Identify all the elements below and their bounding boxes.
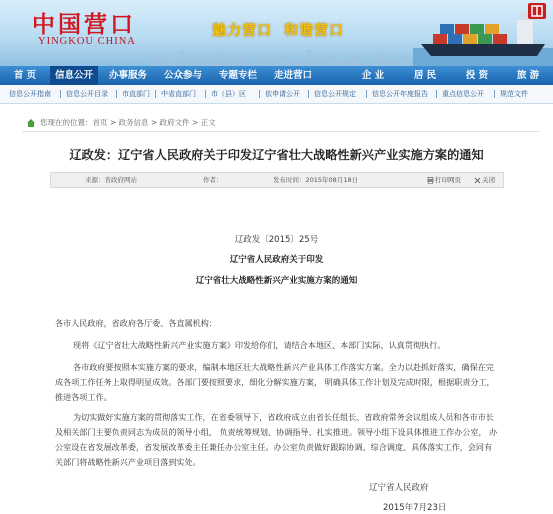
- site-header: [0, 0, 553, 66]
- print-page-label: 打印网页: [435, 176, 461, 184]
- article-title: 辽政发：辽宁省人民政府关于印发辽宁省壮大战略性新兴产业实施方案的通知: [69, 148, 484, 162]
- city-skyline-graphic: [150, 46, 410, 66]
- breadcrumb: [22, 115, 540, 132]
- breadcrumb-prefix: 您现在的位置：: [40, 118, 93, 127]
- printer-icon: [427, 177, 434, 184]
- breadcrumb-news[interactable]: 政务信息: [118, 118, 149, 127]
- article-meta-bar: [50, 172, 504, 188]
- subnav-city-departments[interactable]: 市直部门: [122, 90, 150, 98]
- subnav-counties[interactable]: 市（县）区: [211, 90, 246, 98]
- subnav-divider: [205, 90, 206, 98]
- site-logo-english: YINGKOU CHINA: [38, 36, 136, 47]
- document-heading: 辽宁省人民政府关于印发: [229, 255, 324, 265]
- nav-enterprise[interactable]: 企 业: [361, 70, 385, 81]
- breadcrumb-gov-documents[interactable]: 政府文件: [159, 118, 190, 127]
- subnav-divider: [494, 90, 495, 98]
- portal-emblem-icon[interactable]: [527, 2, 547, 20]
- subnav-divider: [436, 90, 437, 98]
- slogan-text: 魅力营口: [212, 23, 272, 39]
- document-signature: 辽宁省人民政府: [369, 483, 429, 493]
- header-slogan: [212, 20, 344, 40]
- subnav-provincial-departments[interactable]: 中省直部门: [161, 90, 196, 98]
- paragraph: 为切实做好实施方案的贯彻落实工作，在省委领导下，省政府成立由省长任组长、省政府常务会议组成人员和各市市长及相关部门主要负责同志为成员的领导小组， 负责统筹规划、协调指导、扎实推进。领导小组下设具体推进工作办公室， 办公室设在省发展改革委，省发展改革委主任兼任办公室主任。办公室负责做好跟踪协调、综合调度、具体落实工作，会同有关部门将战略性新兴产业项目落到实处。: [55, 412, 498, 467]
- nav-home[interactable]: 首 页: [13, 70, 37, 81]
- breadcrumb-home[interactable]: 首页: [92, 118, 108, 127]
- sub-nav: [0, 85, 553, 104]
- slogan-text: 和谐营口: [284, 23, 344, 39]
- nav-about-yingkou[interactable]: 走进营口: [273, 70, 312, 81]
- nav-residents[interactable]: 居 民: [413, 70, 437, 81]
- subnav-key-info[interactable]: 重点信息公开: [442, 90, 484, 98]
- paragraph: 各市人民政府，省政府各厅委、各直属机构：: [55, 318, 217, 328]
- subnav-divider: [116, 90, 117, 98]
- breadcrumb-separator: >: [148, 118, 160, 127]
- subnav-guide[interactable]: 信息公开指南: [9, 90, 51, 98]
- paragraph: 现将《辽宁省壮大战略性新兴产业实施方案》印发给你们，请结合本地区、本部门实际，认真贯彻执行。: [73, 340, 446, 350]
- nav-services[interactable]: 办事服务: [108, 70, 147, 81]
- breadcrumb-current: 正文: [200, 118, 216, 127]
- subnav-divider: [259, 90, 260, 98]
- nav-special-topics[interactable]: 专题专栏: [218, 70, 257, 81]
- subnav-divider: [155, 90, 156, 98]
- article-author: 作者：: [203, 176, 223, 184]
- subnav-annual-report[interactable]: 信息公开年度报告: [372, 90, 428, 98]
- breadcrumb-separator: >: [107, 118, 119, 127]
- main-nav: [0, 66, 553, 85]
- print-page-button[interactable]: [427, 173, 461, 187]
- document-date: 2015年7月23日: [383, 503, 447, 513]
- nav-public-participation[interactable]: 公众参与: [163, 70, 202, 81]
- close-icon: [474, 177, 481, 184]
- subnav-catalog[interactable]: 信息公开目录: [66, 90, 108, 98]
- article-publish-time: 发布时间：2015年08月18日: [273, 176, 359, 184]
- subnav-divider: [60, 90, 61, 98]
- document-number: 辽政发〔2015〕25号: [234, 235, 319, 245]
- close-page-label: 关闭: [482, 176, 495, 184]
- article-source: 来源：省政府网站: [85, 176, 137, 184]
- subnav-normative-documents[interactable]: 规范文件: [500, 90, 528, 98]
- paragraph: 各市政府要按照本实施方案的要求，编制本地区壮大战略性新兴产业具体工作落实方案。全力以赴抓好落实，确保在完成各项工作任务上取得明显成效。各部门要按照要求，细化分解实施方案， 明确具体工作计划及完成时限，根据职责分工，推进各项工作。: [55, 362, 495, 402]
- nav-tourism[interactable]: 旅 游: [516, 70, 540, 81]
- subnav-divider: [308, 90, 309, 98]
- subnav-divider: [366, 90, 367, 98]
- nav-info-disclosure[interactable]: 信息公开: [50, 66, 98, 85]
- document-subheading: 辽宁省壮大战略性新兴产业实施方案的通知: [195, 276, 358, 286]
- site-logo[interactable]: 中国营口: [32, 11, 136, 38]
- nav-investment[interactable]: 投 资: [465, 70, 489, 81]
- subnav-regulations[interactable]: 信息公开规定: [314, 90, 356, 98]
- breadcrumb-separator: >: [189, 118, 201, 127]
- home-icon: [26, 118, 36, 128]
- close-page-button[interactable]: [474, 173, 495, 187]
- subnav-on-request[interactable]: 依申请公开: [265, 90, 300, 98]
